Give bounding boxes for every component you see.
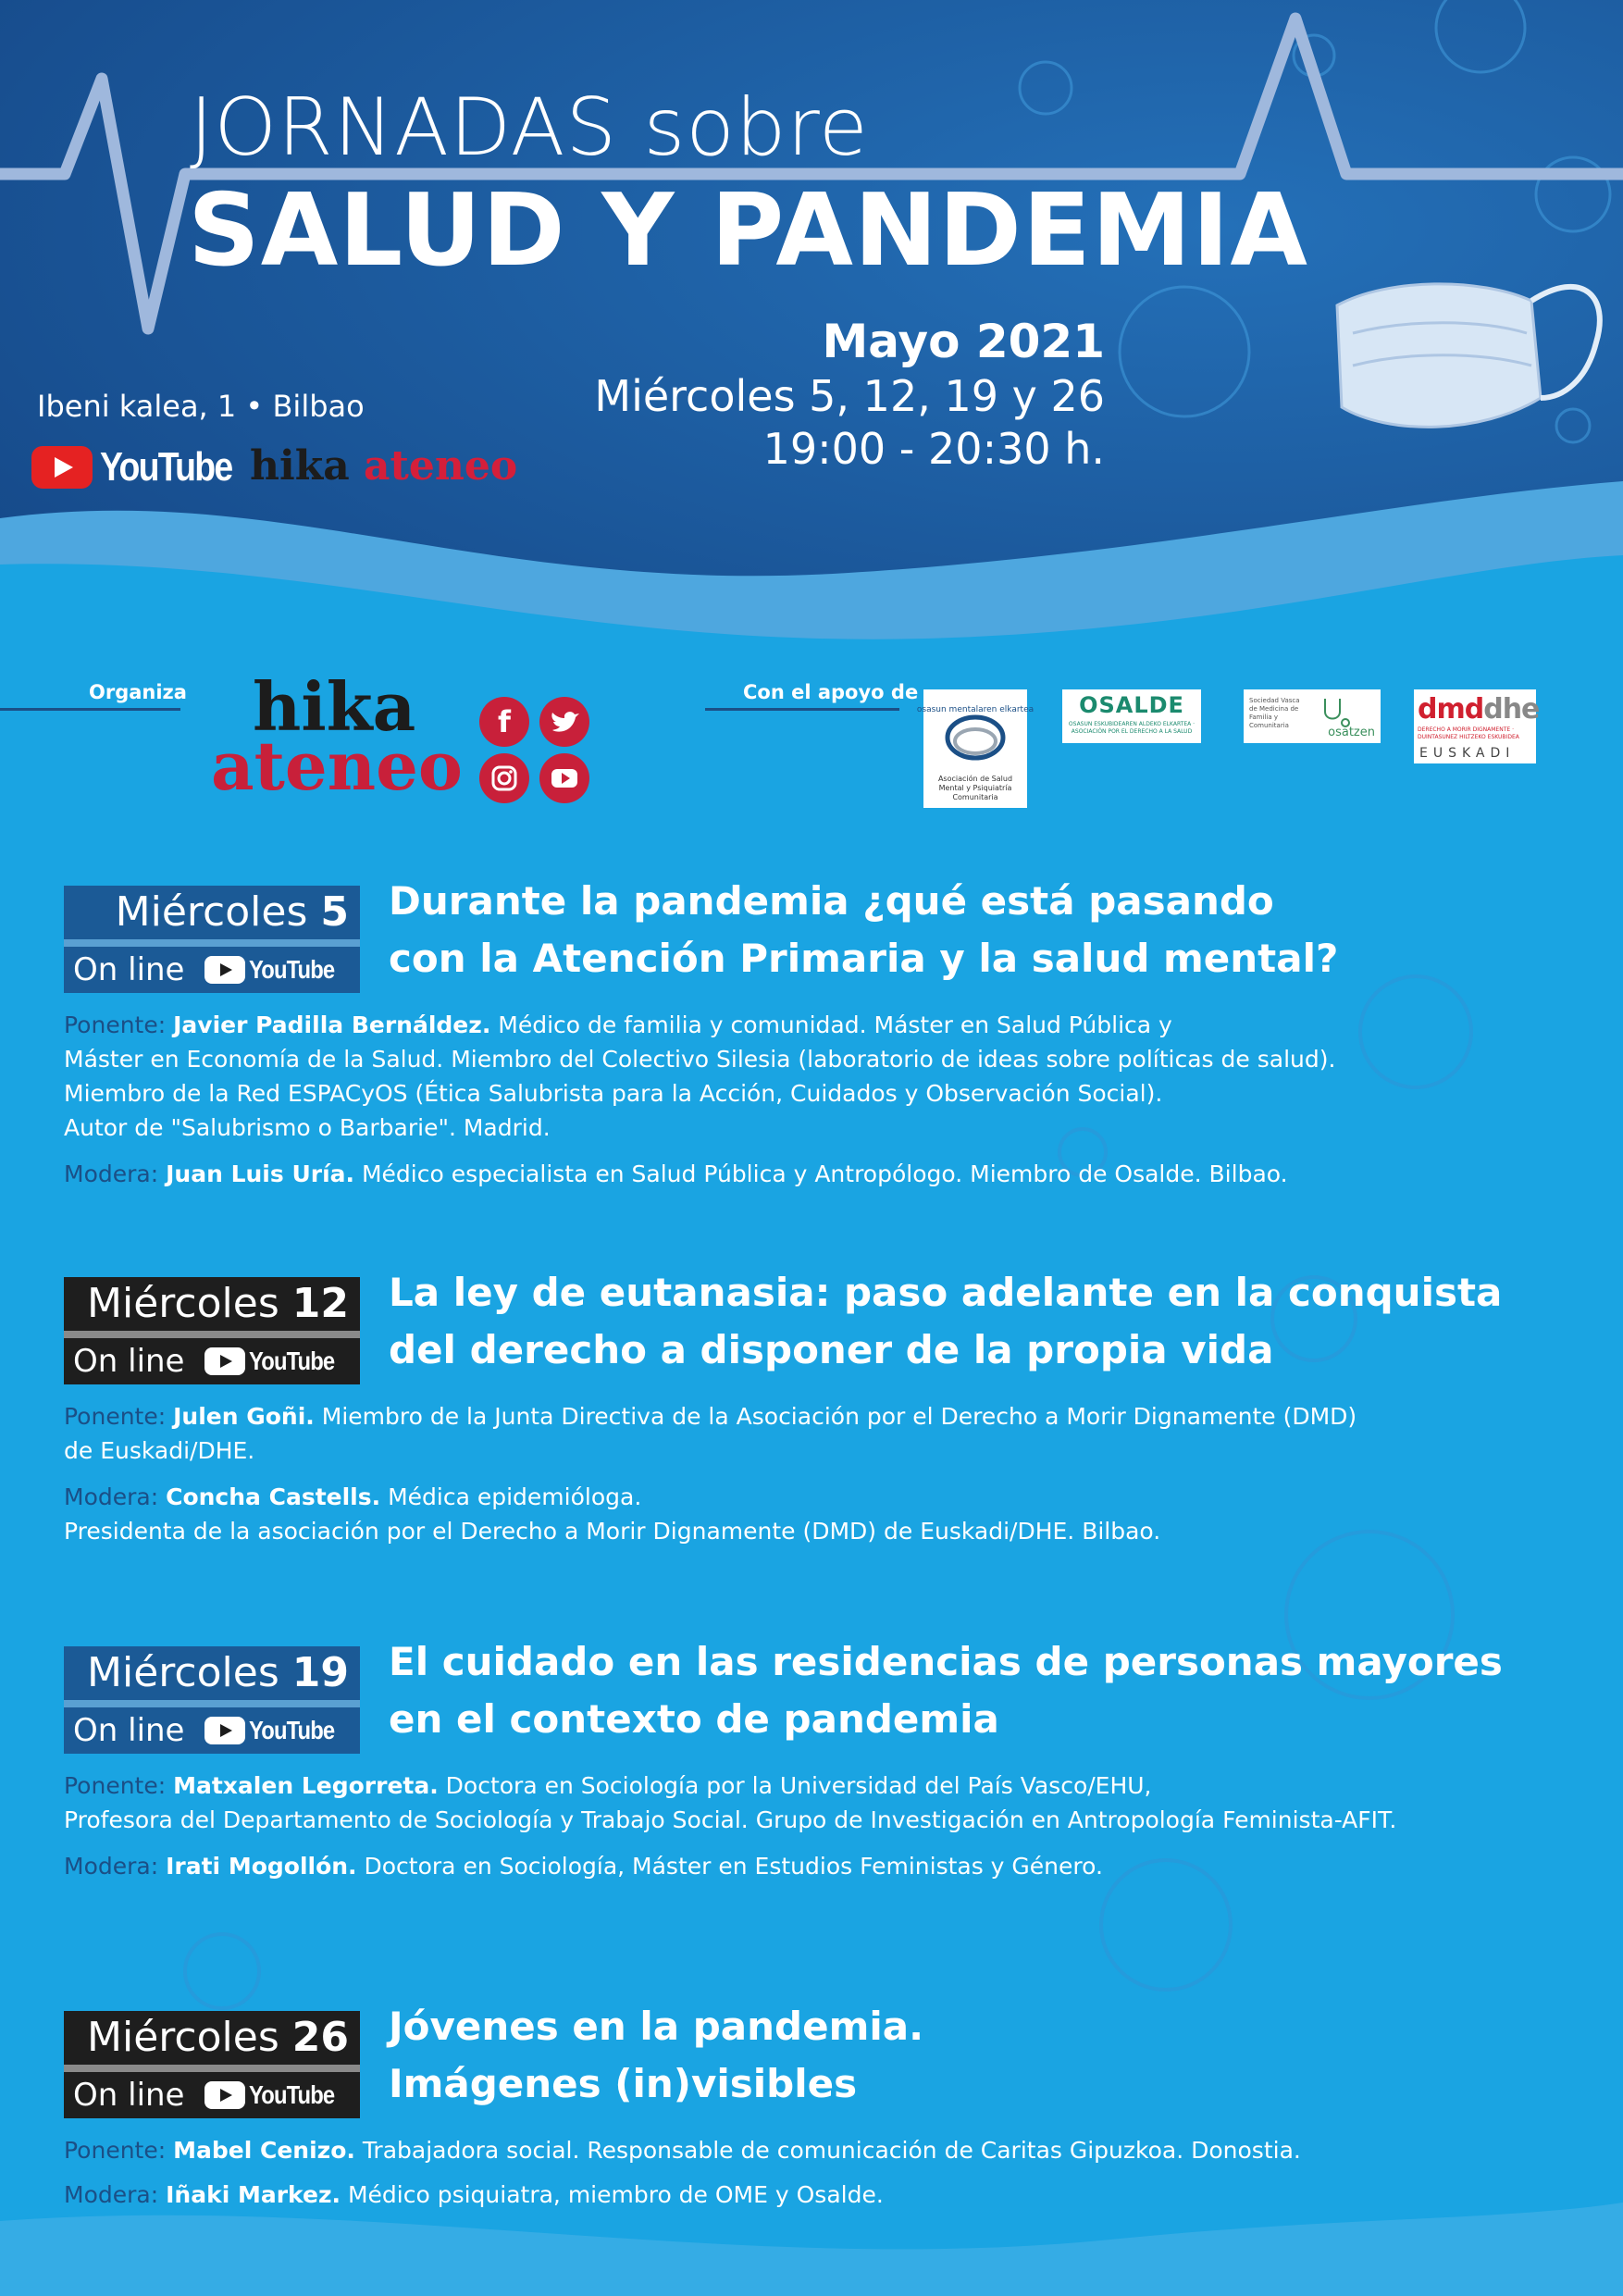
online-label: On line: [73, 2077, 185, 2114]
badge-day: Miércoles 26: [64, 2011, 360, 2065]
youtube-logo[interactable]: [31, 444, 255, 490]
session-badge-19: [64, 1646, 360, 1754]
youtube-logo: YouTube: [204, 1347, 350, 1376]
hika-ateneo-logo[interactable]: [211, 667, 463, 805]
hika-ateneo-header-logo[interactable]: [250, 442, 517, 490]
badge-day: Miércoles 19: [64, 1646, 360, 1700]
online-label: On line: [73, 951, 185, 988]
dmd-euskadi: EUSKADI: [1419, 746, 1516, 761]
badge-online-youtube[interactable]: [64, 2072, 360, 2118]
badge-day: Miércoles 12: [64, 1277, 360, 1331]
online-label: On line: [73, 1712, 185, 1749]
badge-online-youtube[interactable]: [64, 1338, 360, 1384]
osasun-emblem-icon: [916, 689, 1035, 773]
youtube-logo: YouTube: [204, 955, 350, 985]
session-badge-26: [64, 2011, 360, 2118]
youtube-play-icon: [204, 1717, 245, 1744]
session-modera: Modera: Iñaki Markez. Médico psiquiatra, miembro de OME y Osalde.: [64, 2181, 884, 2208]
osatzen-name: osatzen: [1328, 726, 1375, 739]
session-ponente: Ponente: Mabel Cenizo. Trabajadora social. Responsable de comunicación de Caritas Gipuzkoa. Donostia.: [64, 2137, 1301, 2164]
session-modera: Modera: Irati Mogollón. Doctora en Sociología, Máster en Estudios Feministas y Género.: [64, 1853, 1103, 1880]
osatzen-text: Sociedad Vasca de Medicina de Familia y Comunitaria: [1249, 697, 1300, 729]
youtube-play-icon: [204, 956, 245, 984]
dmd-name: dmddhe: [1418, 693, 1540, 726]
youtube-logo: YouTube: [204, 2080, 350, 2110]
ateneo-word: ateneo: [211, 726, 463, 805]
event-days: Miércoles 5, 12, 19 y 26: [594, 371, 1105, 421]
session-badge-5: [64, 886, 360, 993]
sponsor-osasun-logo[interactable]: [916, 689, 1035, 808]
twitter-icon[interactable]: [539, 697, 589, 747]
youtube-play-icon: [204, 1347, 245, 1375]
youtube-logo: YouTube: [204, 1716, 350, 1745]
osalde-subtitle: OSASUN ESKUBIDEAREN ALDEKO ELKARTEA · ASOCIACIÓN POR EL DERECHO A LA SALUD: [1068, 721, 1196, 735]
session-title: La ley de eutanasia: paso adelante en la conquista del derecho a disponer de la propia vida: [389, 1270, 1503, 1372]
session-title: Durante la pandemia ¿qué está pasando con la Atención Primaria y la salud mental?: [389, 878, 1339, 981]
event-address: Ibeni kalea, 1 • Bilbao: [37, 389, 365, 424]
apoyo-divider: [705, 708, 899, 711]
instagram-icon[interactable]: [479, 753, 529, 803]
session-ponente: Ponente: Matxalen Legorreta. Doctora en Sociología por la Universidad del País Vasco/EHU, Profesora del Departamento de Sociología y Trabajo Social. Grupo de Investigación en Antropología Feminista-AFIT.: [64, 1772, 1397, 1833]
title-line2: SALUD Y PANDEMIA: [188, 173, 1308, 289]
session-title: El cuidado en las residencias de personas mayores en el contexto de pandemia: [389, 1639, 1503, 1742]
dmd-subtitle: DERECHO A MORIR DIGNAMENTE · DUINTASUNEZ HILTZEKO ESKUBIDEA: [1418, 726, 1519, 740]
sponsor-osalde-logo[interactable]: [1062, 689, 1201, 743]
hika-word: hika: [253, 667, 416, 746]
osasun-caption: Asociación de Salud Mental y Psiquiatría Comunitaria: [937, 775, 1013, 801]
session-badge-12: [64, 1277, 360, 1384]
sponsor-dmd-logo[interactable]: [1414, 689, 1540, 763]
session-modera: Modera: Concha Castells. Médica epidemióloga. Presidenta de la asociación por el Derecho a Morir Dignamente (DMD) de Euskadi/DHE. Bilbao.: [64, 1483, 1161, 1545]
osalde-name: OSALDE: [1079, 692, 1184, 718]
badge-online-youtube[interactable]: [64, 947, 360, 993]
organiza-label: Organiza: [89, 681, 187, 703]
session-title: Jóvenes en la pandemia. Imágenes (in)visibles: [389, 2004, 924, 2106]
apoyo-label: Con el apoyo de: [743, 681, 919, 703]
date-block: [594, 313, 1105, 476]
organiza-divider: [0, 708, 180, 711]
ateneo-word: ateneo: [364, 442, 518, 490]
sponsor-osatzen-logo[interactable]: [1244, 689, 1381, 743]
header-banner: [0, 0, 1623, 648]
session-modera: Modera: Juan Luis Uría. Médico especialista en Salud Pública y Antropólogo. Miembro de Osalde. Bilbao.: [64, 1160, 1288, 1187]
facebook-icon[interactable]: f: [479, 697, 529, 747]
badge-online-youtube[interactable]: [64, 1707, 360, 1754]
event-month: Mayo 2021: [822, 315, 1105, 368]
youtube-play-icon: [31, 446, 93, 489]
event-time: 19:00 - 20:30 h.: [762, 424, 1105, 474]
hika-word: hika: [250, 442, 350, 490]
youtube-wordmark: YouTube: [100, 444, 232, 490]
session-ponente: Ponente: Julen Goñi. Miembro de la Junta Directiva de la Asociación por el Derecho a Morir Dignamente (DMD) de Euskadi/DHE.: [64, 1403, 1357, 1464]
badge-day: Miércoles 5: [64, 886, 360, 939]
youtube-play-icon: [204, 2081, 245, 2109]
online-label: On line: [73, 1343, 185, 1380]
osasun-arc-text: osasun mentalaren elkartea: [916, 705, 1035, 714]
youtube-icon[interactable]: [539, 753, 589, 803]
title-line1: JORNADAS sobre: [190, 81, 869, 174]
session-ponente: Ponente: Javier Padilla Bernáldez. Médico de familia y comunidad. Máster en Salud Pública y Máster en Economía de la Salud. Miembro del Colectivo Silesia (laboratorio de ideas sobre políticas de salud). Miembro de la Red ESPACyOS (Ética Salubrista para la Acción, Cuidados y Observación Social). Autor de "Salubrismo o Barbarie". Madrid.: [64, 1011, 1336, 1141]
